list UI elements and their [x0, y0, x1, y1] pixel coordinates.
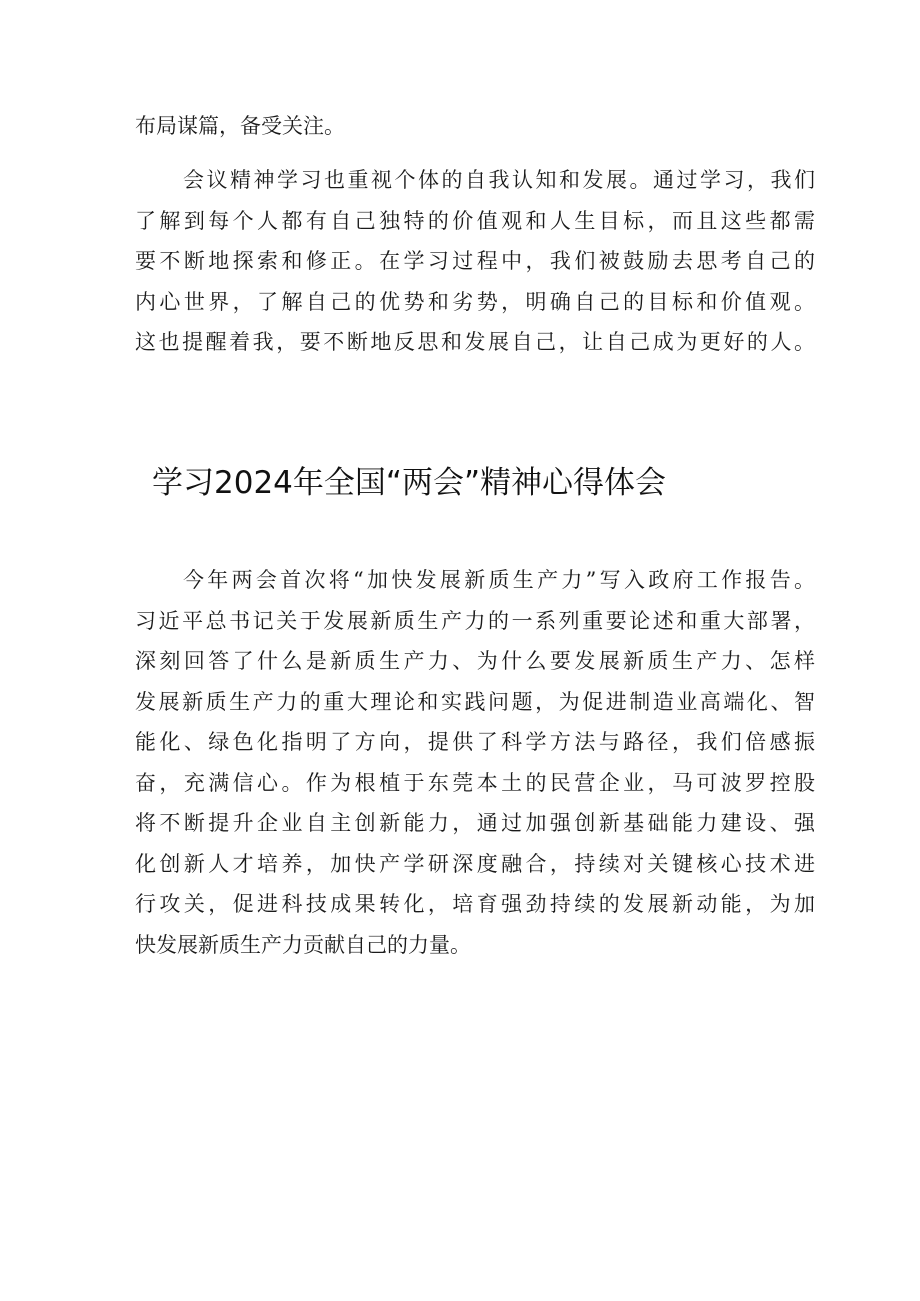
paragraph-line: 习近平总书记关于发展新质生产力的一系列重要论述和重大部署，: [135, 608, 815, 633]
paragraph-line: 了解到每个人都有自己独特的价值观和人生目标，而且这些都需: [135, 208, 815, 233]
paragraph-line: 化创新人才培养，加快产学研深度融合，持续对关键核心技术进: [135, 851, 815, 876]
paragraph-line: 发展新质生产力的重大理论和实践问题，为促进制造业高端化、智: [135, 689, 815, 714]
paragraph-line: 这也提醒着我，要不断地反思和发展自己，让自己成为更好的人。: [135, 330, 815, 354]
section-heading: 学习2024年全国“两会”精神心得体会: [152, 465, 667, 501]
paragraph-line: 要不断地探索和修正。在学习过程中，我们被鼓励去思考自己的: [135, 249, 815, 273]
paragraph-line: 内心世界，了解自己的优势和劣势，明确自己的目标和价值观。: [135, 289, 815, 314]
paragraph-self-awareness: [135, 160, 815, 363]
paragraph-new-productivity: [135, 560, 815, 965]
paragraph-line: 行攻关，促进科技成果转化，培育强劲持续的发展新动能，为加: [135, 892, 815, 916]
paragraph-line: 深刻回答了什么是新质生产力、为什么要发展新质生产力、怎样: [135, 649, 815, 673]
paragraph-line: 今年两会首次将“加快发展新质生产力”写入政府工作报告。: [183, 568, 815, 592]
paragraph-line: 将不断提升企业自主创新能力，通过加强创新基础能力建设、强: [135, 811, 815, 835]
paragraph-line: 会议精神学习也重视个体的自我认知和发展。通过学习，我们: [183, 168, 815, 192]
paragraph-line: 能化、绿色化指明了方向，提供了科学方法与路径，我们倍感振: [135, 730, 815, 754]
paragraph-line: 布局谋篇，备受关注。: [135, 114, 345, 138]
paragraph-line: 快发展新质生产力贡献自己的力量。: [135, 932, 471, 957]
paragraph-line: 奋，充满信心。作为根植于东莞本土的民营企业，马可波罗控股: [135, 770, 815, 795]
paragraph-continuation: [135, 106, 815, 147]
